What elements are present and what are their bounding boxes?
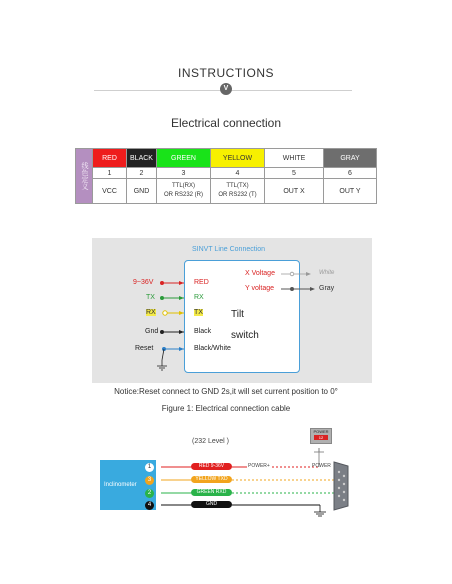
label-x-voltage: X Voltage — [245, 270, 275, 277]
level-label: (232 Level ) — [192, 438, 229, 445]
device-name-line1: Tilt — [231, 309, 244, 320]
pin-badge: 2 — [145, 489, 154, 498]
arrow-icon — [310, 287, 315, 291]
pin-badge: 3 — [145, 476, 154, 485]
label-y-voltage: Y voltage — [245, 285, 275, 292]
wire-label-gray: Gray — [319, 285, 335, 292]
pin-number-cell: 5 — [265, 168, 324, 179]
power-supply-box — [310, 428, 332, 444]
connector-pin — [338, 471, 340, 473]
arrow-icon — [306, 272, 311, 276]
table-side-label: 线色定义 — [76, 149, 93, 204]
pin-badge: 4 — [145, 501, 154, 510]
pin-number-cell: 2 — [127, 168, 157, 179]
pin-label-red: RED — [194, 279, 209, 286]
page-title: INSTRUCTIONS — [178, 66, 274, 80]
function-line: VCC — [102, 187, 117, 195]
function-line: OUT Y — [339, 187, 361, 195]
pin-number-cell: 4 — [211, 168, 265, 179]
wire-tag-red: RED 9-36V — [191, 463, 232, 470]
connector-pin — [343, 499, 345, 501]
device-name-line2: switch — [231, 330, 259, 341]
terminal-dot — [160, 330, 164, 334]
label-rx: RX — [146, 309, 156, 316]
figure-caption: Figure 1: Electrical connection cable — [161, 404, 291, 413]
terminal-dot — [160, 296, 164, 300]
connector-pin — [343, 483, 345, 485]
pin-number-cell: 1 — [93, 168, 127, 179]
terminal-dot — [160, 281, 164, 285]
pin-label-rx: RX — [194, 294, 204, 301]
wire-tag-yellow: YELLOW TXD — [191, 476, 232, 483]
wire-label-white: White — [319, 270, 335, 276]
pin-label-black: Black — [194, 328, 212, 335]
reset-notice: Notice:Reset connect to GND 2s,it will set current position to 0° — [114, 387, 338, 396]
connector-power-label: POWER — [312, 463, 331, 469]
terminal-dot — [290, 272, 294, 276]
db9-connector-icon — [334, 462, 348, 510]
arrow-icon — [179, 281, 184, 285]
arrow-icon — [179, 347, 184, 351]
label-power-input: 9~36V — [133, 279, 154, 286]
function-line: TTL(RX) — [172, 183, 195, 189]
inclinometer-label: Inclinometer — [104, 482, 137, 488]
terminal-dot — [290, 287, 294, 291]
power-box-label: POWER — [313, 429, 329, 434]
section-title: Electrical connection — [170, 116, 282, 130]
function-line: OUT X — [283, 187, 305, 195]
label-reset: Reset — [135, 345, 154, 352]
connector-pin — [338, 495, 340, 497]
power-plus-label: POWER+ — [248, 463, 270, 469]
color-cell-gray: GRAY — [324, 149, 377, 168]
pin-label-black-white: Black/White — [194, 345, 231, 352]
color-cell-red: RED — [93, 149, 127, 168]
wire-tag-green: GREEN RXD — [191, 489, 232, 496]
pin-badge: 1 — [145, 463, 154, 472]
arrow-icon — [179, 311, 184, 315]
wire-tag-gnd: GND — [191, 501, 232, 508]
arrow-icon — [179, 330, 184, 334]
function-line: TTL(TX) — [226, 183, 249, 189]
pin-label-tx: TX — [194, 309, 203, 316]
connector-pin — [343, 475, 345, 477]
arrow-icon — [179, 296, 184, 300]
terminal-dot — [163, 311, 167, 315]
color-cell-black: BLACK — [127, 149, 157, 168]
label-gnd: Gnd — [145, 328, 159, 335]
color-cell-yellow: YELLOW — [211, 149, 265, 168]
power-box-value: 12 — [314, 435, 328, 440]
connector-pin — [338, 479, 340, 481]
panel-title: SINVT Line Connection — [192, 246, 266, 253]
chevron-down-icon: V — [220, 83, 232, 95]
function-line: GND — [133, 187, 150, 195]
function-line: OR RS232 (R) — [163, 192, 203, 198]
pin-number-cell: 6 — [324, 168, 377, 179]
label-tx: TX — [146, 294, 155, 301]
color-cell-white: WHITE — [265, 149, 324, 168]
connector-pin — [338, 487, 340, 489]
color-cell-green: GREEN — [157, 149, 211, 168]
pin-number-cell: 3 — [157, 168, 211, 179]
connector-pin — [343, 491, 345, 493]
function-line: OR RS232 (T) — [218, 192, 257, 198]
